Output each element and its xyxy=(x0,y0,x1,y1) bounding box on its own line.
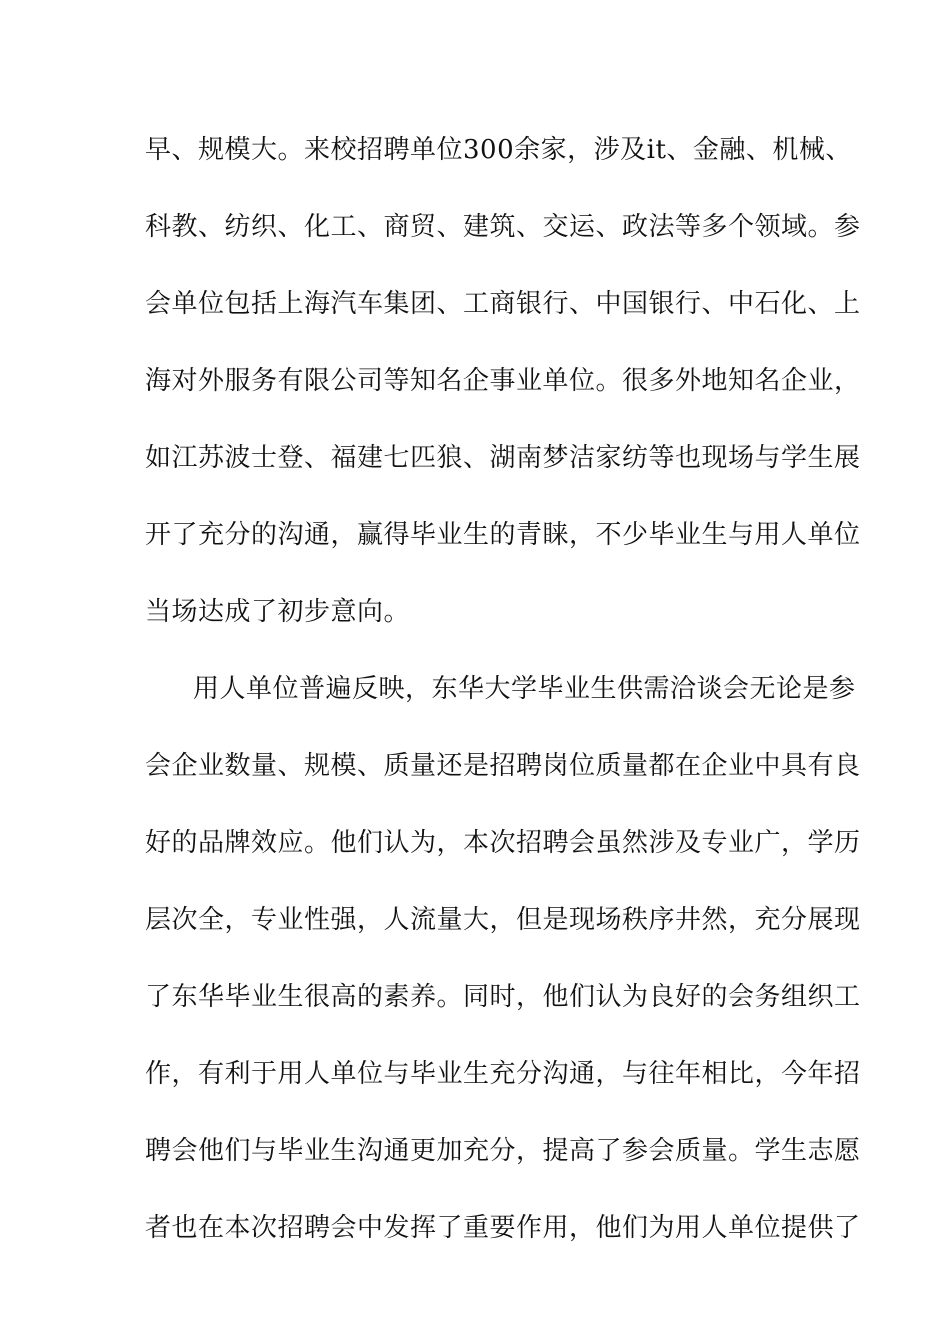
text-line: 层次全，专业性强，人流量大，但是现场秩序井然，充分展现 xyxy=(145,905,861,935)
text-line: 作，有利于用人单位与毕业生充分沟通，与往年相比，今年招 xyxy=(145,1059,861,1089)
text-line: 会企业数量、规模、质量还是招聘岗位质量都在企业中具有良 xyxy=(145,751,861,781)
text-line: 科教、纺织、化工、商贸、建筑、交运、政法等多个领域。参 xyxy=(145,212,861,242)
text-line: 聘会他们与毕业生沟通更加充分，提高了参会质量。学生志愿 xyxy=(145,1136,861,1166)
text-line: 会单位包括上海汽车集团、工商银行、中国银行、中石化、上 xyxy=(145,289,861,319)
text-line: 了东华毕业生很高的素养。同时，他们认为良好的会务组织工 xyxy=(145,982,861,1012)
text-line: 开了充分的沟通，赢得毕业生的青睐，不少毕业生与用人单位 xyxy=(145,520,861,550)
text-line: 用人单位普遍反映，东华大学毕业生供需洽谈会无论是参 xyxy=(193,674,856,704)
text-line: 好的品牌效应。他们认为，本次招聘会虽然涉及专业广，学历 xyxy=(145,828,861,858)
text-line: 者也在本次招聘会中发挥了重要作用，他们为用人单位提供了 xyxy=(145,1213,861,1243)
text-line: 当场达成了初步意向。 xyxy=(145,597,411,627)
text-line: 如江苏波士登、福建七匹狼、湖南梦洁家纺等也现场与学生展 xyxy=(145,443,861,473)
text-line: 海对外服务有限公司等知名企事业单位。很多外地知名企业， xyxy=(145,366,861,396)
text-line: 早、规模大。来校招聘单位300余家，涉及it、金融、机械、 xyxy=(145,135,852,165)
